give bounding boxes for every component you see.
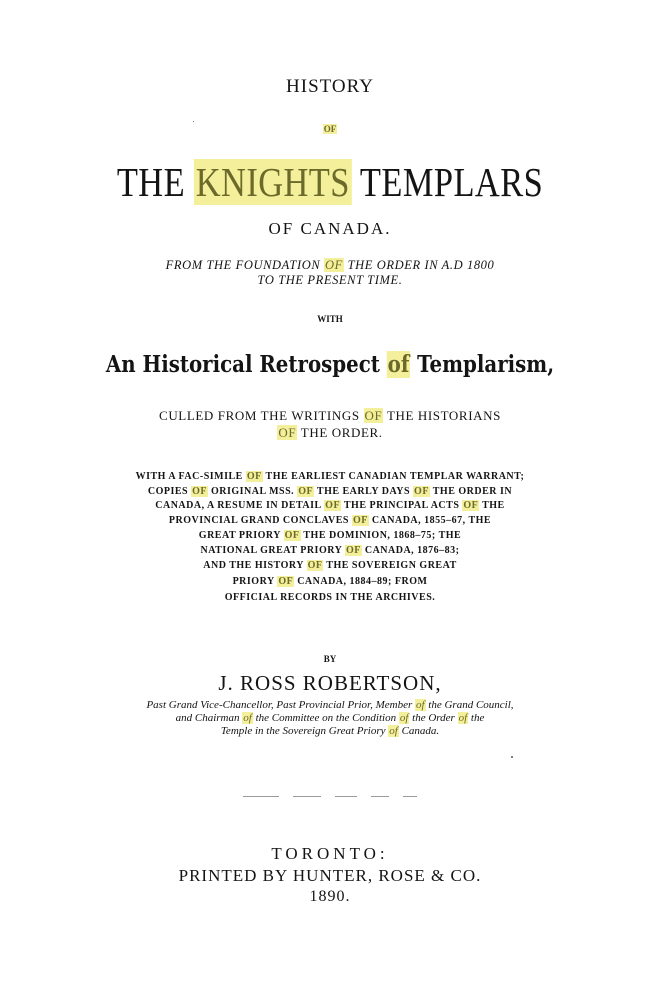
main-title	[53, 159, 607, 205]
position-text: Canada.	[398, 725, 440, 737]
highlighted-of: OF	[284, 530, 300, 541]
culled-text: CULLED FROM THE WRITINGS	[159, 408, 364, 423]
print-speck	[193, 121, 194, 122]
contents-text: PROVINCIAL GRAND CONCLAVES	[168, 515, 352, 526]
decorative-divider	[0, 787, 660, 805]
subtitle-line-2: TO THE PRESENT TIME.	[257, 273, 403, 287]
highlighted-of: of	[399, 712, 409, 724]
highlighted-of: OF	[463, 500, 479, 511]
highlighted-of: of	[389, 725, 398, 737]
contents-text: THE EARLY DAYS	[314, 486, 414, 497]
position-text: Temple in the Sovereign Great Priory	[220, 725, 389, 737]
title-of-canada: OF CANADA.	[268, 219, 392, 238]
contents-text: CANADA, 1855–67, THE	[368, 515, 492, 526]
contents-text: GREAT PRIORY	[198, 530, 284, 541]
divider-dash	[403, 796, 417, 797]
highlighted-of: of	[243, 712, 252, 724]
position-line	[0, 700, 660, 711]
contents-text: CANADA, 1876–83;	[361, 545, 460, 556]
imprint-year: 1890.	[309, 888, 351, 905]
contents-line	[0, 472, 660, 482]
contents-text: COPIES	[147, 486, 192, 497]
contents-text: THE PRINCIPAL ACTS	[341, 500, 463, 511]
contents-line	[0, 501, 660, 511]
position-text: the Grand Council,	[425, 699, 514, 711]
contents-text: THE	[479, 500, 505, 511]
highlighted-of: OF	[307, 560, 323, 571]
highlighted-of: OF	[278, 576, 294, 587]
divider-dash	[243, 796, 279, 797]
contents-text: ORIGINAL MSS.	[208, 486, 298, 497]
position-line	[0, 726, 660, 737]
highlighted-of: OF	[278, 425, 297, 440]
position-text: the Committee on the Condition	[252, 712, 399, 724]
retrospect-text: Templarism,	[410, 351, 555, 378]
culled-text: THE ORDER.	[297, 425, 383, 440]
contents-text: CANADA, 1884–89; FROM	[294, 576, 428, 587]
highlighted-of: of	[415, 699, 425, 711]
highlighted-of: OF	[345, 545, 361, 556]
main-title-the: THE	[116, 159, 195, 205]
divider-dash	[335, 796, 357, 797]
highlighted-of: OF	[325, 258, 343, 272]
contents-text: THE ORDER IN	[429, 486, 513, 497]
imprint-city: TORONTO:	[271, 844, 389, 863]
imprint-printer: PRINTED BY HUNTER, ROSE & CO.	[178, 866, 482, 885]
retrospect-text: An Historical Retrospect	[105, 351, 387, 378]
highlighted-of: OF	[352, 515, 368, 526]
position-text: the	[468, 712, 485, 724]
subtitle-line-1	[0, 259, 660, 272]
with-label: WITH	[317, 314, 343, 324]
contents-text: CANADA, A RESUME IN DETAIL	[155, 500, 325, 511]
main-title-knights-highlighted: KNIGHTS	[195, 159, 350, 205]
position-text: and Chairman	[175, 712, 243, 724]
main-title-templars: TEMPLARS	[351, 159, 544, 205]
position-text: Past Grand Vice-Chancellor, Past Provincial Prior, Member	[146, 699, 415, 711]
subtitle-text: THE ORDER IN A.D 1800	[343, 258, 495, 272]
divider-dash	[293, 796, 321, 797]
contents-text: WITH A FAC-SIMILE	[135, 471, 246, 482]
highlighted-of: OF	[414, 486, 429, 497]
contents-text: NATIONAL GREAT PRIORY	[200, 545, 345, 556]
contents-text: THE EARLIEST CANADIAN TEMPLAR WARRANT;	[262, 471, 525, 482]
contents-text: PRIORY	[232, 576, 278, 587]
contents-line	[0, 546, 660, 556]
highlighted-of: OF	[325, 500, 341, 511]
highlighted-of: of	[458, 712, 468, 724]
culled-text: THE HISTORIANS	[383, 408, 501, 423]
contents-line	[0, 561, 660, 571]
author-name: J. ROSS ROBERTSON,	[218, 671, 442, 695]
highlighted-of: of	[387, 351, 410, 378]
contents-line	[0, 487, 660, 497]
contents-text: THE DOMINION, 1868–75; THE	[300, 530, 462, 541]
subtitle-text: FROM THE FOUNDATION	[165, 258, 325, 272]
divider-dash	[371, 796, 389, 797]
retrospect-heading	[46, 353, 614, 376]
highlighted-of: OF	[364, 408, 383, 423]
contents-line	[0, 577, 660, 587]
contents-line: OFFICIAL RECORDS IN THE ARCHIVES.	[224, 592, 436, 603]
position-text: the Order	[409, 712, 458, 724]
highlighted-of: OF	[192, 486, 207, 497]
highlighted-of: OF	[298, 486, 314, 497]
contents-line	[0, 531, 660, 541]
print-speck	[511, 756, 513, 758]
by-label: BY	[323, 654, 337, 664]
culled-line-2	[0, 426, 660, 439]
title-of	[0, 125, 660, 134]
position-line	[0, 713, 660, 724]
contents-text: AND THE HISTORY	[203, 560, 307, 571]
culled-line-1	[0, 409, 660, 422]
highlighted-of: OF	[323, 124, 337, 134]
highlighted-of: OF	[246, 471, 262, 482]
contents-line	[0, 516, 660, 526]
contents-text: THE SOVEREIGN GREAT	[323, 560, 457, 571]
title-history: HISTORY	[286, 76, 374, 97]
